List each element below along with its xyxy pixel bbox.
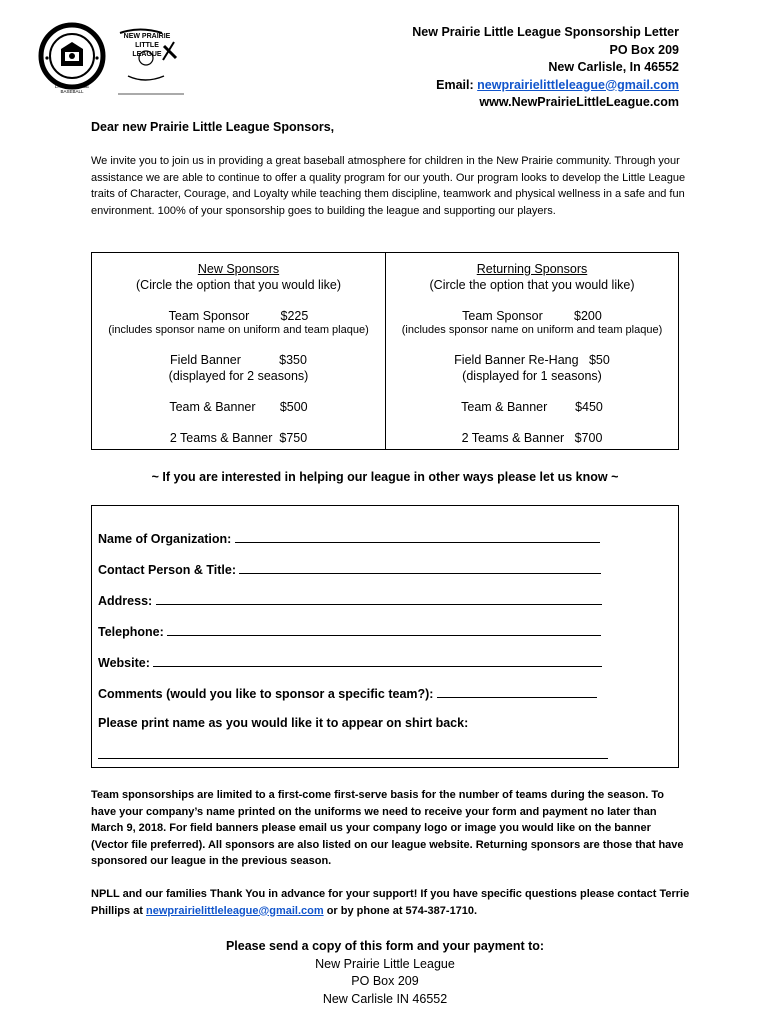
address-label: Address: (98, 594, 156, 608)
telephone-field[interactable] (167, 623, 601, 636)
new-team-banner-option[interactable]: Team & Banner $500 (169, 400, 308, 414)
send-title: Please send a copy of this form and your payment to: (225, 939, 545, 953)
logo-wordmark: NEW PRAIRIE LITTLE LEAGUE (123, 33, 171, 58)
intro-paragraph: We invite you to join us in providing a great baseball atmosphere for children in the New Prairie community. Through your assistance we are able to continue to offer a quality program for our youth. Our program looks to develop the Little League traits of Character, Courage, and Loyalty while teaching them discipline, teamwork and physical wellness in a safe and fun environment. 100% of your sponsorship goes to building the league and supporting our players. (91, 155, 686, 217)
telephone-label: Telephone: (98, 625, 168, 639)
returning-field-banner-note: (displayed for 1 seasons) (462, 369, 602, 383)
contact-field[interactable] (239, 561, 601, 574)
contact-email-link[interactable]: newprairielittleleague@gmail.com (146, 904, 324, 917)
email-label: Email: (436, 77, 478, 92)
website-label: Website: (98, 656, 154, 670)
returning-team-sponsor-note: (includes sponsor name on uniform and team plaque) (401, 324, 663, 336)
returning-field-banner-option[interactable]: Field Banner Re-Hang $50 (454, 353, 610, 367)
notes-paragraph-1: Team sponsorships are limited to a first-come first-serve basis for the number of teams during the season. To have your company’s name printed on the uniforms we need to receive your form and payment no later than March 9, 2018. For field banners please email us your company logo or image you would like on the banner (Vector file preferred). All sponsors are also listed on our league website. Returning sponsors are those that have sponsored our league in the previous season. (91, 789, 684, 868)
new-sponsors-subheading: (Circle the option that you would like) (136, 278, 341, 292)
city: New Carlisle, In 46552 (548, 60, 679, 74)
website-field[interactable] (153, 654, 602, 667)
send-name: New Prairie Little League (315, 956, 455, 971)
new-field-banner-option[interactable]: Field Banner $350 (170, 353, 307, 367)
phone-text: or by phone at 574-387-1710. (323, 904, 478, 917)
returning-sponsors-column (385, 253, 679, 449)
notes-paragraph-2 (91, 886, 691, 919)
letter-title: New Prairie Little League Sponsorship Letter (412, 25, 679, 39)
comments-label: Comments (would you like to sponsor a specific team?): (98, 687, 437, 701)
letterhead (412, 24, 679, 112)
notes (91, 787, 691, 919)
new-team-sponsor-option[interactable]: Team Sponsor $225 (168, 309, 309, 323)
new-field-banner-note: (displayed for 2 seasons) (168, 369, 309, 383)
new-sponsors-heading: New Sponsors (197, 262, 280, 276)
email-link[interactable]: newprairielittleleague@gmail.com (477, 77, 679, 92)
po-box: PO Box 209 (609, 42, 679, 57)
send-po-box: PO Box 209 (351, 974, 419, 989)
email-line (412, 77, 679, 95)
returning-two-teams-option[interactable]: 2 Teams & Banner $700 (461, 431, 603, 445)
org-field[interactable] (235, 530, 600, 543)
contact-label: Contact Person & Title: (98, 563, 240, 577)
greeting: Dear new Prairie Little League Sponsors, (91, 120, 335, 134)
seal-text: LITTLE LEAGUE BASEBALL (54, 84, 90, 94)
interest-note: ~ If you are interested in helping our league in other ways please let us know ~ (151, 470, 619, 484)
address-field[interactable] (156, 592, 602, 605)
new-sponsors-column (92, 253, 386, 449)
new-two-teams-option[interactable]: 2 Teams & Banner $750 (169, 431, 308, 445)
comments-field[interactable] (437, 685, 597, 698)
mailing-instructions (0, 938, 770, 1009)
sponsor-form (91, 505, 679, 768)
returning-sponsors-heading: Returning Sponsors (476, 262, 588, 276)
returning-sponsors-subheading: (Circle the option that you would like) (429, 278, 635, 292)
sponsorship-options-table (91, 252, 679, 450)
website: www.NewPrairieLittleLeague.com (479, 95, 679, 109)
returning-team-sponsor-option[interactable]: Team Sponsor $200 (462, 309, 602, 323)
league-logo (34, 14, 198, 96)
thanks-text: NPLL and our families Thank You in advance for your support! If you have specific questions please contact Terrie Phillips at (91, 887, 690, 917)
print-name-label: Please print name as you would like it to appear on shirt back: (98, 716, 469, 730)
org-label: Name of Organization: (98, 532, 235, 546)
print-name-field[interactable] (98, 746, 608, 759)
new-team-sponsor-note: (includes sponsor name on uniform and team plaque) (108, 324, 369, 336)
send-city: New Carlisle IN 46552 (322, 992, 448, 1007)
returning-team-banner-option[interactable]: Team & Banner $450 (461, 400, 603, 414)
